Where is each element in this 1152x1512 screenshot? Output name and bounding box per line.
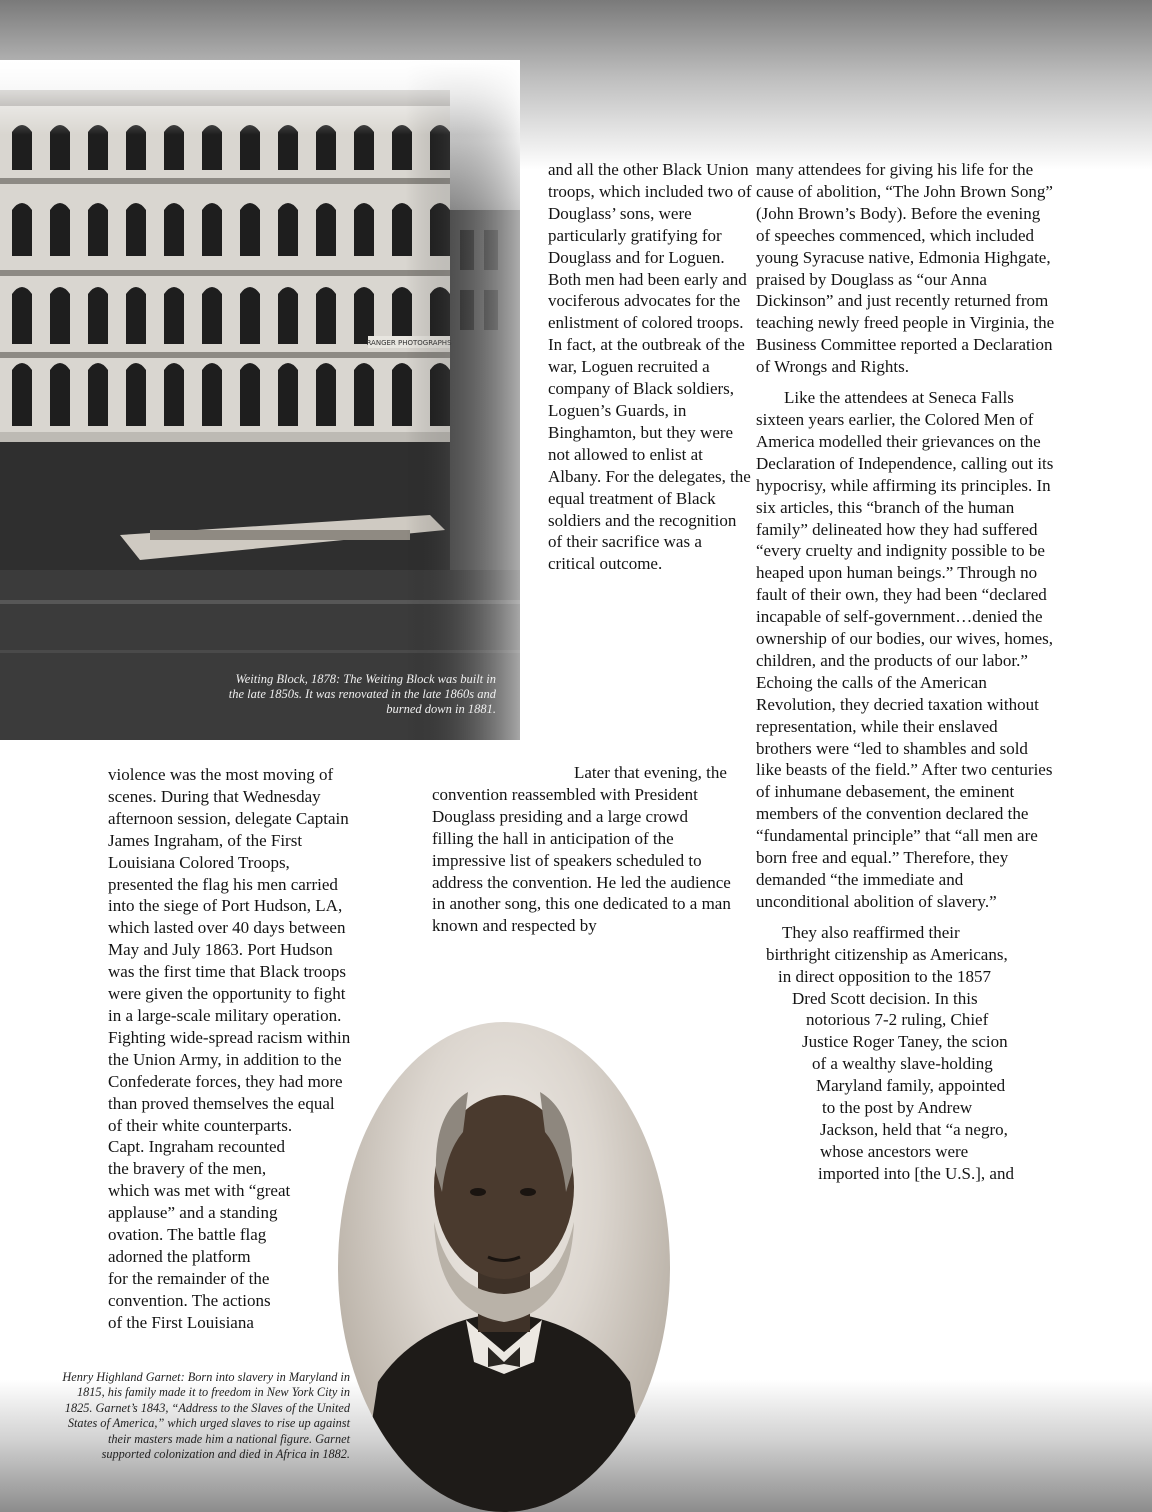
column-b-line: notorious 7-2 ruling, Chief [806, 1010, 989, 1030]
column-b-paragraph-2: Like the attendees at Seneca Falls sixteen years earlier, the Colored Men of America modelled their grievances on the Declaration of Independence, calling out its hypocrisy, while affirming its principles. In six articles, this “branch of the human family” delineated how they had suffered “every cruelty and indignity possible to be heaped upon human beings.” Through no fault of their own, they had been “declared incapable of self-government…denied the ownership of our bodies, our wives, homes, children, and the products of our labor.” Echoing the calls of the American Revolution, they decried taxation without representation, while their enslaved brothers were “led to shambles and sold like beasts of the field.” After two centuries of inhumane debasement, the eminent members of the convention declared the “fundamental principle” that “all men are born free and equal.” Therefore, they demanded “the immediate and unconditional abolition of slavery.” [756, 388, 1054, 911]
column-b-paragraph-3 [756, 922, 1056, 1185]
column-c-line: the bravery of the men, [108, 1159, 267, 1179]
column-c-line: Fighting wide-spread racism within [108, 1027, 351, 1047]
column-b-line: Justice Roger Taney, the scion [802, 1032, 1008, 1052]
column-c-line: afternoon session, delegate Captain [108, 808, 349, 828]
column-c-line: Capt. Ingraham recounted [108, 1137, 286, 1157]
column-a-paragraph: and all the other Black Union troops, which included two of Douglass’ sons, were particularly gratifying for Douglass and for Loguen. Both men had been early and vociferous advocates for the enlistment of colored troops. In fact, at the outbreak of the war, Loguen recruited a company of Black soldiers, Loguen’s Guards, in Binghamton, but they were not allowed to enlist at Albany. For the delegates, the equal treatment of Black soldiers and the recognition of their sacrifice was a critical outcome. [548, 160, 752, 574]
column-a [548, 159, 753, 575]
column-c-line: than proved themselves the equal [108, 1093, 335, 1113]
column-c-line: in a large-scale military operation. [108, 1005, 342, 1025]
column-c-line: adorned the platform [108, 1246, 251, 1266]
column-c-line: May and July 1863. Port Hudson [108, 940, 333, 960]
column-b [756, 159, 1056, 1185]
weiting-block-caption: Weiting Block, 1878: The Weiting Block was built in the late 1850s. It was renovated in the late 1860s and burned down in 1881. [228, 672, 496, 716]
column-c-line: applause” and a standing [108, 1203, 278, 1223]
garnet-caption: Henry Highland Garnet: Born into slavery in Maryland in 1815, his family made it to freedom in New York City in 1825. Garnet’s 1843, “Address to the Slaves of the United States of America,” which urged slaves to rise up against their masters made him a national figure. Garnet supported colonization and died in Africa in 1882. [62, 1370, 350, 1462]
column-b-line: to the post by Andrew [822, 1098, 973, 1118]
column-b-line: imported into [the U.S.], and [818, 1163, 1014, 1183]
column-b-line: Jackson, held that “a negro, [820, 1119, 1008, 1139]
column-b-line: in direct opposition to the 1857 [778, 966, 991, 986]
column-c-line: Louisiana Colored Troops, [108, 852, 290, 872]
column-b-line: birthright citizenship as Americans, [766, 944, 1008, 964]
column-c-line: of their white counterparts. [108, 1115, 293, 1135]
henry-highland-garnet-portrait [338, 1022, 670, 1512]
column-c-line: Confederate forces, they had more [108, 1071, 343, 1091]
column-b-line: They also reaffirmed their [782, 922, 960, 942]
column-c-line: which was met with “great [108, 1181, 291, 1201]
column-b-line: whose ancestors were [820, 1141, 969, 1161]
column-c-line: ovation. The battle flag [108, 1225, 267, 1245]
column-b-line: Dred Scott decision. In this [792, 988, 978, 1008]
column-b-line: of a wealthy slave-holding [812, 1054, 993, 1074]
column-c-line: scenes. During that Wednesday [108, 786, 321, 806]
column-c-line: convention. The actions [108, 1290, 271, 1310]
column-c-line: were given the opportunity to fight [108, 984, 346, 1004]
column-c-line: violence was the most moving of [108, 765, 334, 784]
weiting-block-photo [0, 60, 520, 740]
column-d-paragraph: Later that evening, the convention reassembled with President Douglass presiding and a large crowd filling the hall in anticipation of the impressive list of speakers scheduled to address the convention. He led the audience in another song, this one dedicated to a man known and respected by [432, 763, 731, 936]
column-b-line: Maryland family, appointed [816, 1076, 1006, 1096]
column-c-line: presented the flag his men carried [108, 874, 338, 894]
column-c-line: which lasted over 40 days between [108, 918, 346, 938]
column-c-line: the Union Army, in addition to the [108, 1049, 342, 1069]
column-c-line: for the remainder of the [108, 1268, 270, 1288]
column-c-line: into the siege of Port Hudson, LA, [108, 896, 343, 916]
column-c-line: of the First Louisiana [108, 1312, 254, 1332]
column-c-line: was the first time that Black troops [108, 962, 346, 982]
column-b-paragraph-1: many attendees for giving his life for the cause of abolition, “The John Brown Song” (John Brown’s Body). Before the evening of speeches commenced, which included young Syracuse native, Edmonia Highgate, praised by Douglass as “our Anna Dickinson” and just recently returned from teaching newly freed people in Virginia, the Business Committee reported a Declaration of Wrongs and Rights. [756, 160, 1055, 377]
column-d [432, 762, 732, 937]
column-c-line: James Ingraham, of the First [108, 830, 303, 850]
